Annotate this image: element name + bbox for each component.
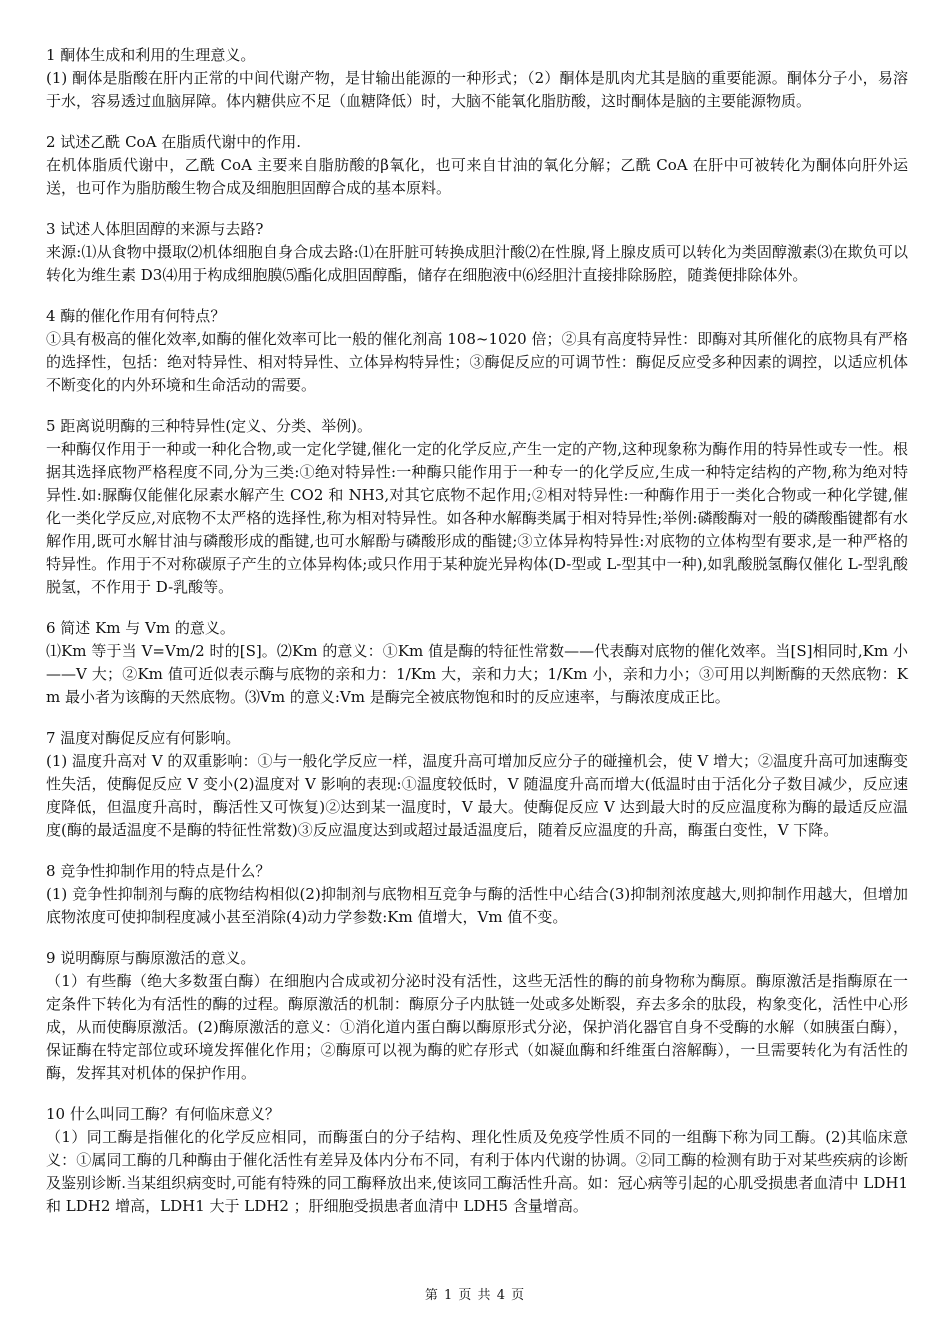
question-heading: 4 酶的催化作用有何特点？ <box>46 307 226 325</box>
answer-text: ⑴Km 等于当 V=Vm/2 时的[S]。⑵Km 的意义：①Km 值是酶的特征性常数——代表酶对底物的催化效率。当[S]相同时,Km 小——V 大；②Km 值可近似表示酶与底物的亲和力：1/Km 大，亲和力大；1/Km 小，亲和力小；③可用以判断酶的天然底物：Km 最小者为该酶的天然底物。⑶Vm 的意义:Vm 是酶完全被底物饱和时的反应速率，与酶浓度成正比。 <box>46 642 908 706</box>
qa-section-5 <box>46 415 908 599</box>
qa-section-2 <box>46 131 908 200</box>
question-heading: 6 简述 Km 与 Vm 的意义。 <box>46 619 235 637</box>
question-heading: 8 竞争性抑制作用的特点是什么？ <box>46 862 271 880</box>
qa-section-3 <box>46 218 908 287</box>
question-heading: 10 什么叫同工酶？有何临床意义？ <box>46 1105 280 1123</box>
question-heading: 7 温度对酶促反应有何影响。 <box>46 729 241 747</box>
qa-section-1 <box>46 44 908 113</box>
page-footer: 第 1 页 共 4 页 <box>424 1288 526 1303</box>
answer-text: (1) 酮体是脂酸在肝内正常的中间代谢产物，是甘输出能源的一种形式；（2）酮体是肌肉尤其是脑的重要能源。酮体分子小，易溶于水，容易透过血脑屏障。体内糖供应不足（血糖降低）时，大脑不能氧化脂肪酸，这时酮体是脑的主要能源物质。 <box>46 69 908 110</box>
answer-text: （1）有些酶（绝大多数蛋白酶）在细胞内合成或初分泌时没有活性，这些无活性的酶的前身物称为酶原。酶原激活是指酶原在一定条件下转化为有活性的酶的过程。酶原激活的机制：酶原分子内肽链一处或多处断裂，弃去多余的肽段，构象变化，活性中心形成，从而使酶原激活。(2)酶原激活的意义：①消化道内蛋白酶以酶原形式分泌，保护消化器官自身不受酶的水解（如胰蛋白酶），保证酶在特定部位或环境发挥催化作用；②酶原可以视为酶的贮存形式（如凝血酶和纤维蛋白溶解酶），一旦需要转化为有活性的酶，发挥其对机体的保护作用。 <box>46 972 908 1082</box>
answer-text: (1) 竞争性抑制剂与酶的底物结构相似(2)抑制剂与底物相互竞争与酶的活性中心结合(3)抑制剂浓度越大,则抑制作用越大，但增加底物浓度可使抑制程度减小甚至消除(4)动力学参数:Km 值增大，Vm 值不变。 <box>46 885 908 926</box>
qa-section-6 <box>46 617 908 709</box>
answer-text: (1) 温度升高对 V 的双重影响：①与一般化学反应一样，温度升高可增加反应分子的碰撞机会，使 V 增大；②温度升高可加速酶变性失活，使酶促反应 V 变小(2)温度对 V 影响的表现:①温度较低时，V 随温度升高而增大(低温时由于活化分子数目减少，反应速度降低，但温度升高时，酶活性又可恢复)②达到某一温度时，V 最大。使酶促反应 V 达到最大时的反应温度称为酶的最适反应温度(酶的最适温度不是酶的特征性常数)③反应温度达到或超过最适温度后，随着反应温度的升高，酶蛋白变性，V 下降。 <box>46 752 908 839</box>
question-heading: 1 酮体生成和利用的生理意义。 <box>46 46 256 64</box>
question-heading: 5 距离说明酶的三种特异性(定义、分类、举例)。 <box>46 417 373 435</box>
question-heading: 2 试述乙酰 CoA 在脂质代谢中的作用. <box>46 133 301 151</box>
answer-text: ①具有极高的催化效率,如酶的催化效率可比一般的催化剂高 108~1020 倍；②具有高度特异性：即酶对其所催化的底物具有严格的选择性，包括：绝对特异性、相对特异性、立体异构特异性；③酶促反应的可调节性：酶促反应受多种因素的调控，以适应机体不断变化的内外环境和生命活动的需要。 <box>46 330 908 394</box>
answer-text: 来源:⑴从食物中摄取⑵机体细胞自身合成去路:⑴在肝脏可转换成胆汁酸⑵在性腺,肾上腺皮质可以转化为类固醇激素⑶在欺负可以转化为维生素 D3⑷用于构成细胞膜⑸酯化成胆固醇酯，储存在细胞液中⑹经胆汁直接排除肠腔，随粪便排除体外。 <box>46 243 908 284</box>
qa-section-4 <box>46 305 908 397</box>
qa-section-9 <box>46 947 908 1085</box>
document-body <box>46 44 908 1236</box>
question-heading: 9 说明酶原与酶原激活的意义。 <box>46 949 256 967</box>
answer-text: 在机体脂质代谢中，乙酰 CoA 主要来自脂肪酸的β氧化，也可来自甘油的氧化分解；乙酰 CoA 在肝中可被转化为酮体向肝外运送，也可作为脂肪酸生物合成及细胞胆固醇合成的基本原料。 <box>46 156 908 197</box>
question-heading: 3 试述人体胆固醇的来源与去路? <box>46 220 264 238</box>
answer-text: 一种酶仅作用于一种或一种化合物,或一定化学键,催化一定的化学反应,产生一定的产物,这种现象称为酶作用的特异性或专一性。根据其选择底物严格程度不同,分为三类:①绝对特异性:一种酶只能作用于一种专一的化学反应,生成一种特定结构的产物,称为绝对特异性.如:脲酶仅能催化尿素水解产生 CO2 和 NH3,对其它底物不起作用;②相对特异性:一种酶作用于一类化合物或一种化学键,催化一类化学反应,对底物不太严格的选择性,称为相对特异性。如各种水解酶类属于相对特异性;举例:磷酸酶对一般的磷酸酯键都有水解作用,既可水解甘油与磷酸形成的酯键,也可水解酚与磷酸形成的酯键;③立体异构特异性:对底物的立体构型有要求,是一种严格的特异性。作用于不对称碳原子产生的立体异构体;或只作用于某种旋光异构体(D-型或 L-型其中一种),如乳酸脱氢酶仅催化 L-型乳酸脱氢，不作用于 D-乳酸等。 <box>46 440 908 596</box>
qa-section-7 <box>46 727 908 842</box>
answer-text: （1）同工酶是指催化的化学反应相同，而酶蛋白的分子结构、理化性质及免疫学性质不同的一组酶下称为同工酶。(2)其临床意义：①属同工酶的几种酶由于催化活性有差异及体内分布不同，有利于体内代谢的协调。②同工酶的检测有助于对某些疾病的诊断及鉴别诊断.当某组织病变时,可能有特殊的同工酶释放出来,使该同工酶活性升高。如：冠心病等引起的心肌受损患者血清中 LDH1 和 LDH2 增高，LDH1 大于 LDH2 ；肝细胞受损患者血清中 LDH5 含量增高。 <box>46 1128 908 1215</box>
qa-section-10 <box>46 1103 908 1218</box>
qa-section-8 <box>46 860 908 929</box>
